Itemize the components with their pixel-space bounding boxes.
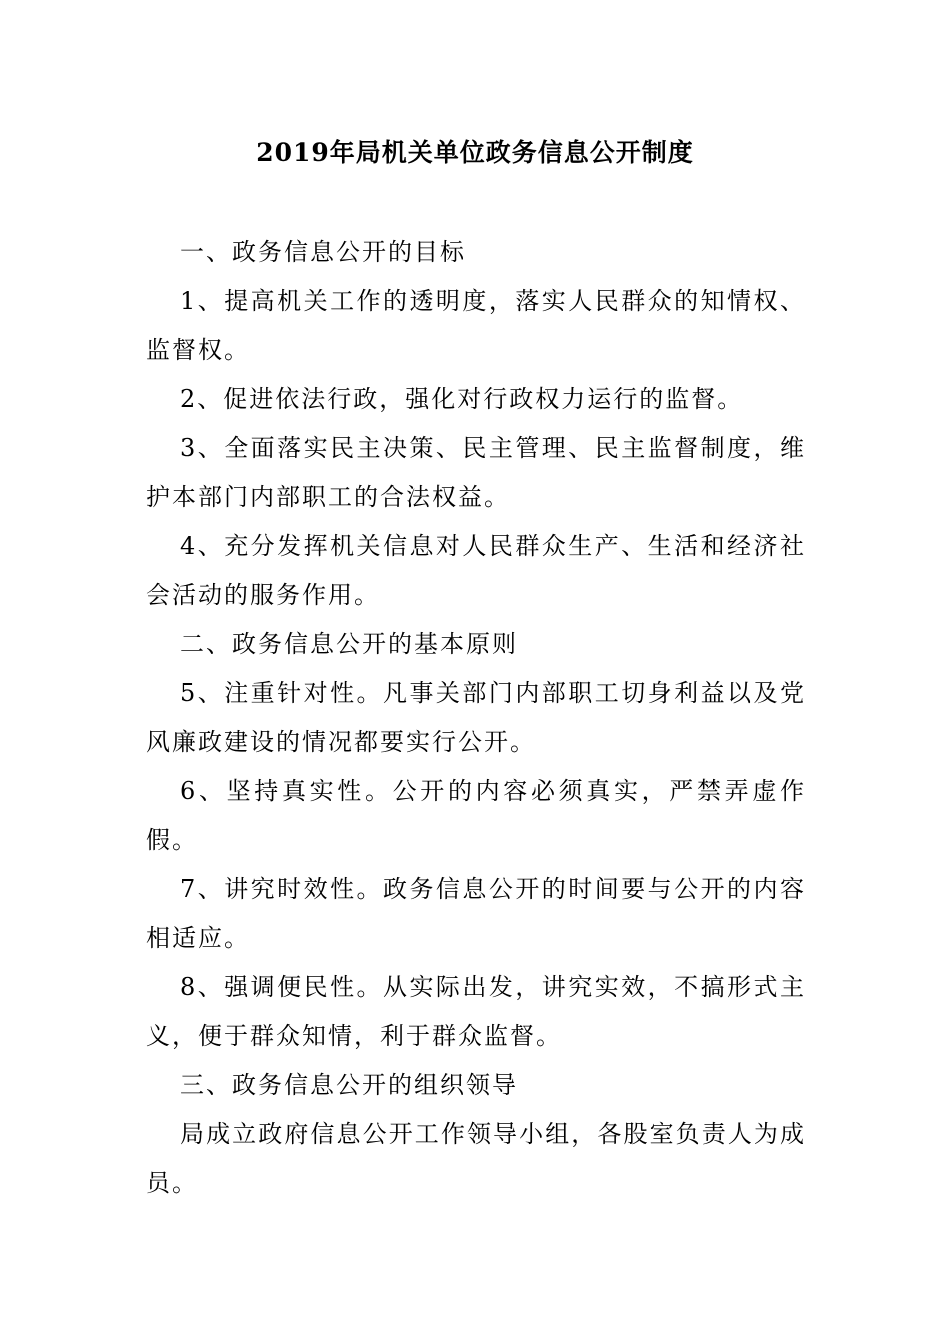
paragraph-item-6: 6、坚持真实性。公开的内容必须真实，严禁弄虚作假。 [146,777,806,854]
paragraph-item-1: 1、提高机关工作的透明度，落实人民群众的知情权、监督权。 [146,287,806,364]
paragraph-item-3: 3、全面落实民主决策、民主管理、民主监督制度，维护本部门内部职工的合法权益。 [146,434,806,511]
paragraph-item-5: 5、注重针对性。凡事关部门内部职工切身利益以及党风廉政建设的情况都要实行公开。 [146,679,806,756]
paragraph-item-2: 2、促进依法行政，强化对行政权力运行的监督。 [180,385,744,413]
paragraph-item-4: 4、充分发挥机关信息对人民群众生产、生活和经济社会活动的服务作用。 [146,532,806,609]
paragraph-item-8: 8、强调便民性。从实际出发，讲究实效，不搞形式主义，便于群众知情，利于群众监督。 [146,973,806,1050]
paragraph-item-7: 7、讲究时效性。政务信息公开的时间要与公开的内容相适应。 [146,875,806,952]
document-body [146,228,806,1208]
section-heading-goals: 一、政务信息公开的目标 [180,238,466,266]
paragraph-leadership-group: 局成立政府信息公开工作领导小组，各股室负责人为成员。 [146,1120,806,1197]
section-heading-principles: 二、政务信息公开的基本原则 [180,630,518,658]
document-title: 2019年局机关单位政务信息公开制度 [256,138,694,167]
section-heading-leadership: 三、政务信息公开的组织领导 [180,1071,518,1099]
